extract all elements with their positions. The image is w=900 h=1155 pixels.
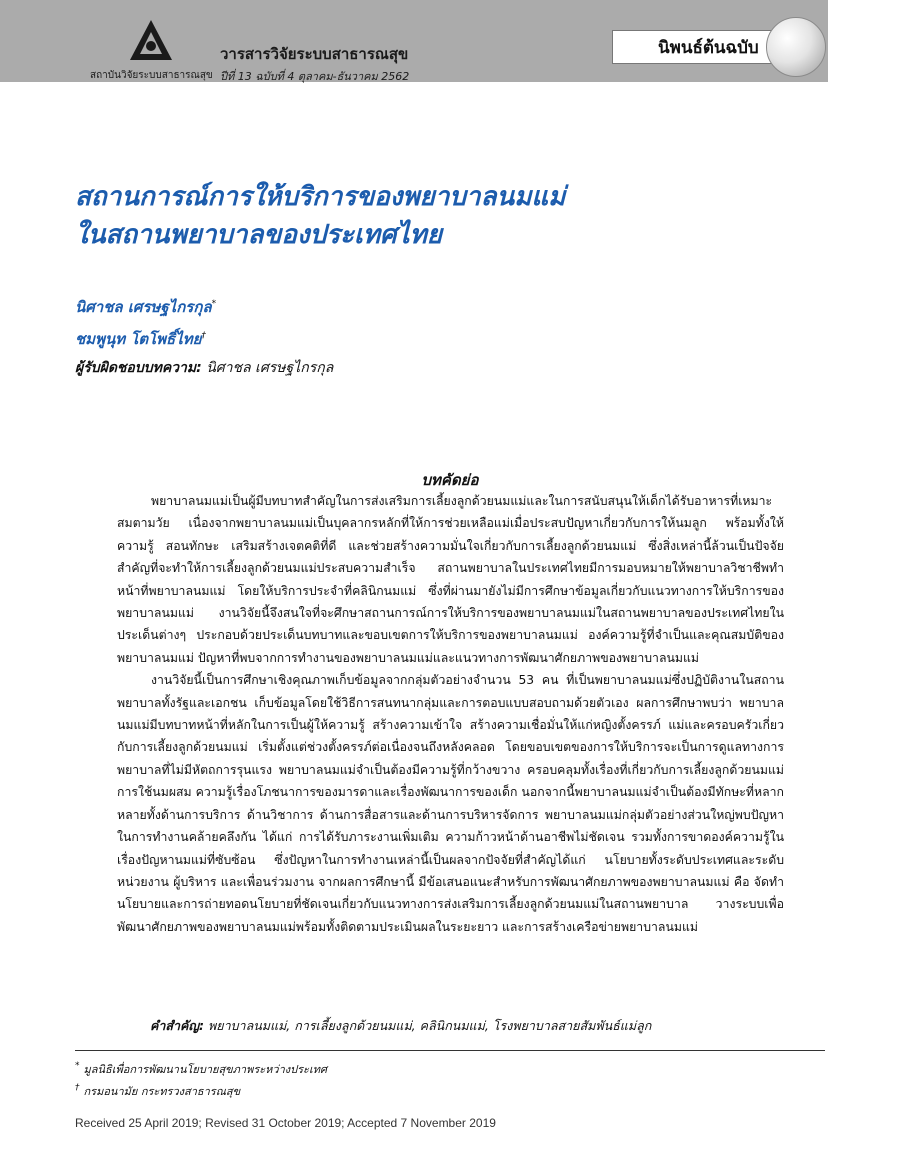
article-type-label: นิพนธ์ต้นฉบับ [612,30,806,64]
keywords-label: คำสำคัญ: [150,1018,205,1033]
author-name: นิศาชล เศรษฐไกรกุล [75,298,212,316]
issue-info: ปีที่ 13 ฉบับที่ 4 ตุลาคม-ธันวาคม 2562 [220,70,410,83]
decorative-circle-icon [766,17,826,77]
author-mark: † [201,331,206,341]
footnote-text: กรมอนามัย กระทรวงสาธารณสุข [83,1085,241,1098]
title-line-2: ในสถานพยาบาลของประเทศไทย [75,220,442,250]
footnote-1 [75,1060,327,1078]
article-title [75,178,565,254]
footnote-divider [75,1050,825,1051]
journal-name: วารสารวิจัยระบบสาธารณสุข [220,45,409,63]
corresponding-author [75,357,333,379]
footnote-text: มูลนิธิเพื่อการพัฒนานโยบายสุขภาพระหว่างประเทศ [83,1063,327,1076]
corresponding-label: ผู้รับผิดชอบบทความ: [75,360,202,376]
corresponding-name: นิศาชล เศรษฐไกรกุล [206,360,334,376]
title-line-1: สถานการณ์การให้บริการของพยาบาลนมแม่ [75,182,566,212]
institute-name: สถาบันวิจัยระบบสาธารณสุข [90,70,213,81]
author-2 [75,322,216,354]
footnote-mark: * [75,1061,80,1072]
institute-logo-icon [128,18,174,62]
abstract-paragraph: งานวิจัยนี้เป็นการศึกษาเชิงคุณภาพเก็บข้อมูลจากกลุ่มตัวอย่างจำนวน 53 คน ที่เป็นพยาบาลนมแม่ซึ่งปฏิบัติงานในสถานพยาบาลทั้งรัฐและเอกชน เก็บข้อมูลโดยใช้วิธีการสนทนากลุ่มและการตอบแบบสอบถามด้วยตัวเอง ผลการศึกษาพบว่า พยาบาลนมแม่มีบทบาทหน้าที่หลักในการเป็นผู้ให้ความรู้ สร้างความเข้าใจ สร้างความเชื่อมั่นให้แก่หญิงตั้งครรภ์ แม่และครอบครัวเกี่ยวกับการเลี้ยงลูกด้วยนมแม่ เริ่มตั้งแต่ช่วงตั้งครรภ์ต่อเนื่องจนถึงหลังคลอด โดยขอบเขตของการให้บริการจะเป็นการดูแลทางการพยาบาลที่ไม่มีหัตถการรุนแรง พยาบาลนมแม่จำเป็นต้องมีความรู้ที่กว้างขวาง ครอบคลุมทั้งเรื่องที่เกี่ยวกับการเลี้ยงลูกด้วยนมแม่ การใช้นมผสม ความรู้เรื่องโภชนาการของมารดาและเรื่องพัฒนาการของเด็ก นอกจากนี้พยาบาลนมแม่จำเป็นต้องมีทักษะที่หลากหลายทั้งด้านการบริการ ด้านวิชาการ ด้านการสื่อสารและด้านการบริหารจัดการ พยาบาลนมแม่กลุ่มตัวอย่างส่วนใหญ่พบปัญหาในการทำงานคล้ายคลึงกัน ได้แก่ การได้รับภาระงานเพิ่มเติม ความก้าวหน้าด้านอาชีพไม่ชัดเจน รวมทั้งการขาดองค์ความรู้ในเรื่องปัญหานมแม่ที่ซับซ้อน ซึ่งปัญหาในการทำงานเหล่านี้เป็นผลจากปัจจัยที่สำคัญได้แก่ นโยบายทั้งระดับประเทศและระดับหน่วยงาน ผู้บริหาร และเพื่อนร่วมงาน จากผลการศึกษานี้ มีข้อเสนอแนะสำหรับการพัฒนาศักยภาพของพยาบาลนมแม่ คือ จัดทำนโยบายและการถ่ายทอดนโยบายที่ชัดเจนเกี่ยวกับแนวทางการส่งเสริมการเลี้ยงลูกด้วยนมแม่ในสถานพยาบาล วางระบบเพื่อพัฒนาศักยภาพของพยาบาลนมแม่พร้อมทั้งติดตามประเมินผลในระยะยาว และการสร้างเครือข่ายพยาบาลนมแม่ [117,673,784,934]
abstract-body [117,490,784,938]
author-list [75,290,216,354]
received-dates: Received 25 April 2019; Revised 31 October 2019; Accepted 7 November 2019 [75,1116,496,1130]
author-1 [75,290,216,322]
journal-header-band [0,0,828,82]
keywords-text: พยาบาลนมแม่, การเลี้ยงลูกด้วยนมแม่, คลินิกนมแม่, โรงพยาบาลสายสัมพันธ์แม่ลูก [208,1018,652,1033]
abstract-heading: บทคัดย่อ [421,471,479,489]
abstract-paragraph: พยาบาลนมแม่เป็นผู้มีบทบาทสำคัญในการส่งเสริมการเลี้ยงลูกด้วยนมแม่และในการสนับสนุนให้เด็กได้รับอาหารที่เหมาะสมตามวัย เนื่องจากพยาบาลนมแม่เป็นบุคลากรหลักที่ให้การช่วยเหลือแม่เมื่อประสบปัญหาเกี่ยวกับการให้นมลูก พร้อมทั้งให้ความรู้ สอนทักษะ เสริมสร้างเจตคติที่ดี และช่วยสร้างความมั่นใจเกี่ยวกับการเลี้ยงลูกด้วยนมแม่ ซึ่งสิ่งเหล่านี้ล้วนเป็นปัจจัยสำคัญที่จะทำให้การเลี้ยงลูกด้วยนมแม่ประสบความสำเร็จ สถานพยาบาลในประเทศไทยมีการมอบหมายให้พยาบาลวิชาชีพทำหน้าที่พยาบาลนมแม่ โดยให้บริการประจำที่คลินิกนมแม่ ซึ่งที่ผ่านมายังไม่มีการศึกษาข้อมูลเกี่ยวกับแนวทางการให้บริการของพยาบาลนมแม่ งานวิจัยนี้จึงสนใจที่จะศึกษาสถานการณ์การให้บริการของพยาบาลนมแม่ในสถานพยาบาลของประเทศไทยในประเด็นต่างๆ ประกอบด้วยประเด็นบทบาทและขอบเขตการให้บริการของพยาบาลนมแม่ องค์ความรู้ที่จำเป็นและคุณสมบัติของพยาบาลนมแม่ ปัญหาที่พบจากการทำงานของพยาบาลนมแม่และแนวทางการพัฒนาศักยภาพของพยาบาลนมแม่ [117,494,784,665]
author-name: ชมพูนุท โตโพธิ์ไทย [75,330,202,348]
footnote-mark: † [75,1083,80,1094]
footnote-2 [75,1082,240,1100]
author-mark: * [211,299,217,309]
keywords [150,1016,651,1036]
